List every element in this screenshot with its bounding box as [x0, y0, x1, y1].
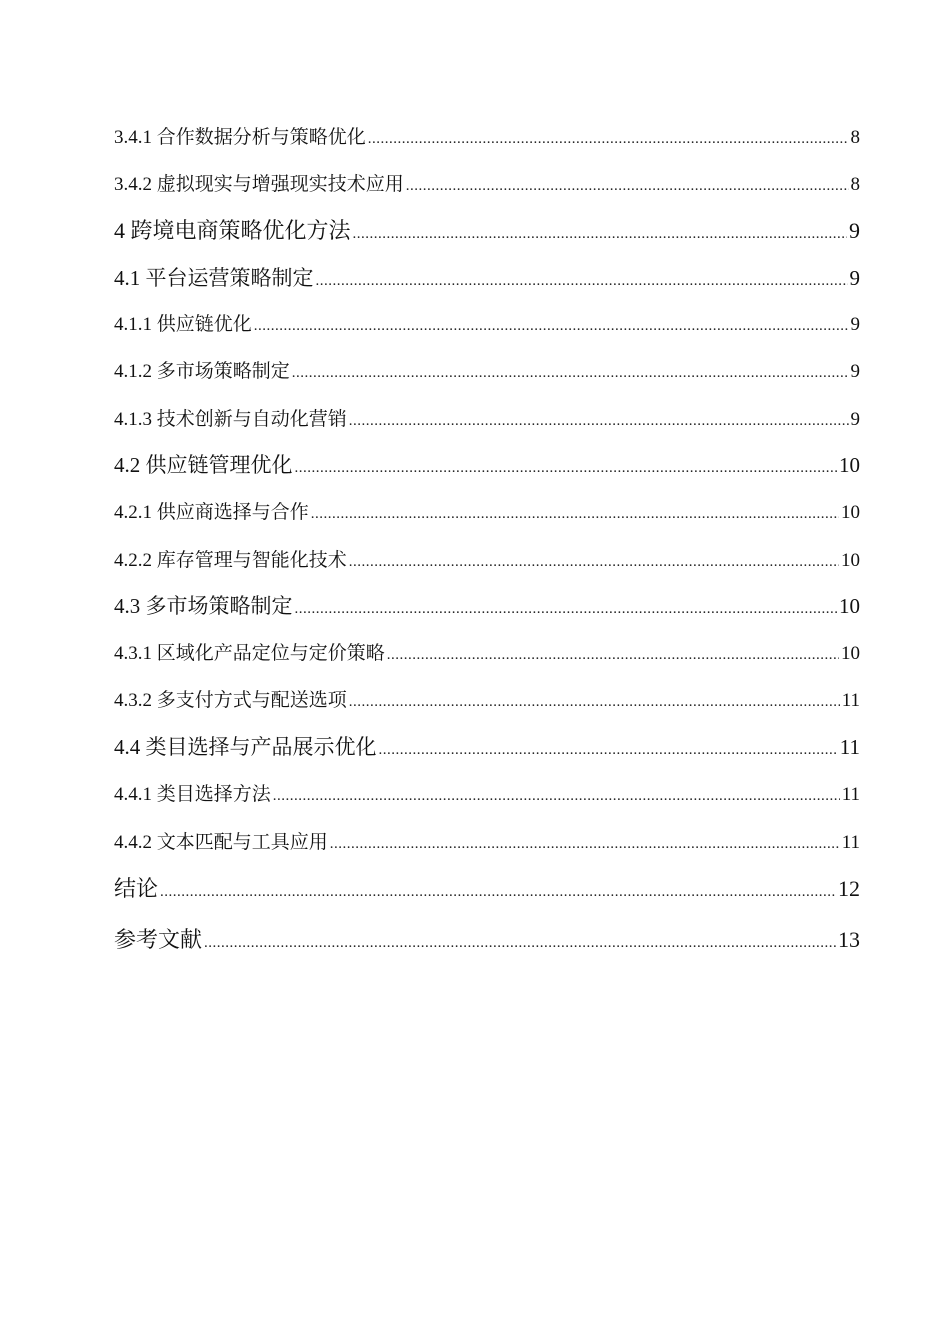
- toc-entry-title: 4.1.3 技术创新与自动化营销: [114, 409, 347, 430]
- toc-entry-title: 4.3.1 区域化产品定位与定价策略: [114, 643, 385, 664]
- dot-leader: [349, 413, 849, 430]
- toc-entry-title: 4.4.1 类目选择方法: [114, 784, 271, 805]
- toc-entry-page: 11: [841, 784, 860, 805]
- toc-entry-4-4[interactable]: [114, 731, 860, 761]
- toc-entry-4-1-2[interactable]: [114, 356, 860, 383]
- toc-entry-page: 8: [850, 174, 860, 195]
- toc-entry-page: 11: [841, 832, 860, 853]
- toc-entry-title: 4 跨境电商策略优化方法: [114, 218, 351, 243]
- toc-entry-page: 13: [838, 927, 860, 952]
- dot-leader: [295, 601, 838, 618]
- toc-entry-page: 9: [850, 314, 860, 335]
- dot-leader: [387, 647, 839, 664]
- toc-entry-page: 8: [850, 127, 860, 148]
- toc-entry-page: 11: [841, 690, 860, 711]
- toc-entry-page: 10: [841, 550, 860, 571]
- dot-leader: [368, 131, 849, 148]
- toc-entry-page: 11: [839, 735, 860, 759]
- toc-entry-4-2-2[interactable]: [114, 545, 860, 572]
- toc-entry-title: 3.4.1 合作数据分析与策略优化: [114, 127, 366, 148]
- toc-entry-4-2-1[interactable]: [114, 497, 860, 524]
- toc-entry-4-4-2[interactable]: [114, 827, 860, 854]
- toc-entry-page: 9: [849, 218, 860, 243]
- dot-leader: [273, 788, 840, 805]
- toc-entry-4-3[interactable]: [114, 590, 860, 620]
- dot-leader: [292, 365, 849, 382]
- toc-entry-4-3-1[interactable]: [114, 638, 860, 665]
- dot-leader: [160, 884, 836, 901]
- toc-entry-page: 12: [838, 876, 860, 901]
- toc-entry-title: 4.1 平台运营策略制定: [114, 266, 314, 290]
- toc-entry-4-3-2[interactable]: [114, 685, 860, 712]
- toc-entry-4-1-1[interactable]: [114, 309, 860, 336]
- toc-entry-3-4-1[interactable]: [114, 122, 860, 149]
- toc-entry-page: 9: [850, 409, 860, 430]
- toc-entry-4-4-1[interactable]: [114, 779, 860, 806]
- dot-leader: [349, 554, 839, 571]
- toc-entry-title: 4.4.2 文本匹配与工具应用: [114, 832, 328, 853]
- dot-leader: [379, 742, 838, 759]
- toc-entry-conclusion[interactable]: [114, 872, 860, 903]
- toc-entry-page: 10: [841, 643, 860, 664]
- toc-entry-references[interactable]: [114, 923, 860, 954]
- toc-entry-title: 4.1.2 多市场策略制定: [114, 361, 290, 382]
- toc-entry-title: 结论: [114, 876, 159, 901]
- dot-leader: [353, 226, 847, 243]
- toc-entry-page: 10: [839, 453, 860, 477]
- toc-entry-title: 4.1.1 供应链优化: [114, 314, 252, 335]
- toc-entry-page: 9: [849, 266, 860, 290]
- toc-entry-3-4-2[interactable]: [114, 169, 860, 196]
- dot-leader: [316, 273, 848, 290]
- toc-entry-4-1-3[interactable]: [114, 404, 860, 431]
- toc-entry-4-1[interactable]: [114, 262, 860, 292]
- toc-entry-title: 3.4.2 虚拟现实与增强现实技术应用: [114, 174, 404, 195]
- toc-entry-page: 9: [850, 361, 860, 382]
- dot-leader: [406, 178, 849, 195]
- dot-leader: [311, 506, 839, 523]
- toc-entry-title: 4.2 供应链管理优化: [114, 453, 293, 477]
- toc-entry-page: 10: [839, 594, 860, 618]
- dot-leader: [204, 935, 836, 952]
- toc-entry-title: 4.2.2 库存管理与智能化技术: [114, 550, 347, 571]
- toc-entry-4-2[interactable]: [114, 449, 860, 479]
- toc-entry-chapter-4[interactable]: [114, 214, 860, 245]
- toc-entry-title: 4.3.2 多支付方式与配送选项: [114, 690, 347, 711]
- dot-leader: [330, 836, 840, 853]
- toc-entry-title: 参考文献: [114, 927, 203, 952]
- dot-leader: [295, 460, 838, 477]
- toc-entry-title: 4.4 类目选择与产品展示优化: [114, 735, 377, 759]
- dot-leader: [254, 318, 849, 335]
- toc-entry-title: 4.2.1 供应商选择与合作: [114, 502, 309, 523]
- toc-entry-page: 10: [841, 502, 860, 523]
- toc-entry-title: 4.3 多市场策略制定: [114, 594, 293, 618]
- dot-leader: [349, 694, 840, 711]
